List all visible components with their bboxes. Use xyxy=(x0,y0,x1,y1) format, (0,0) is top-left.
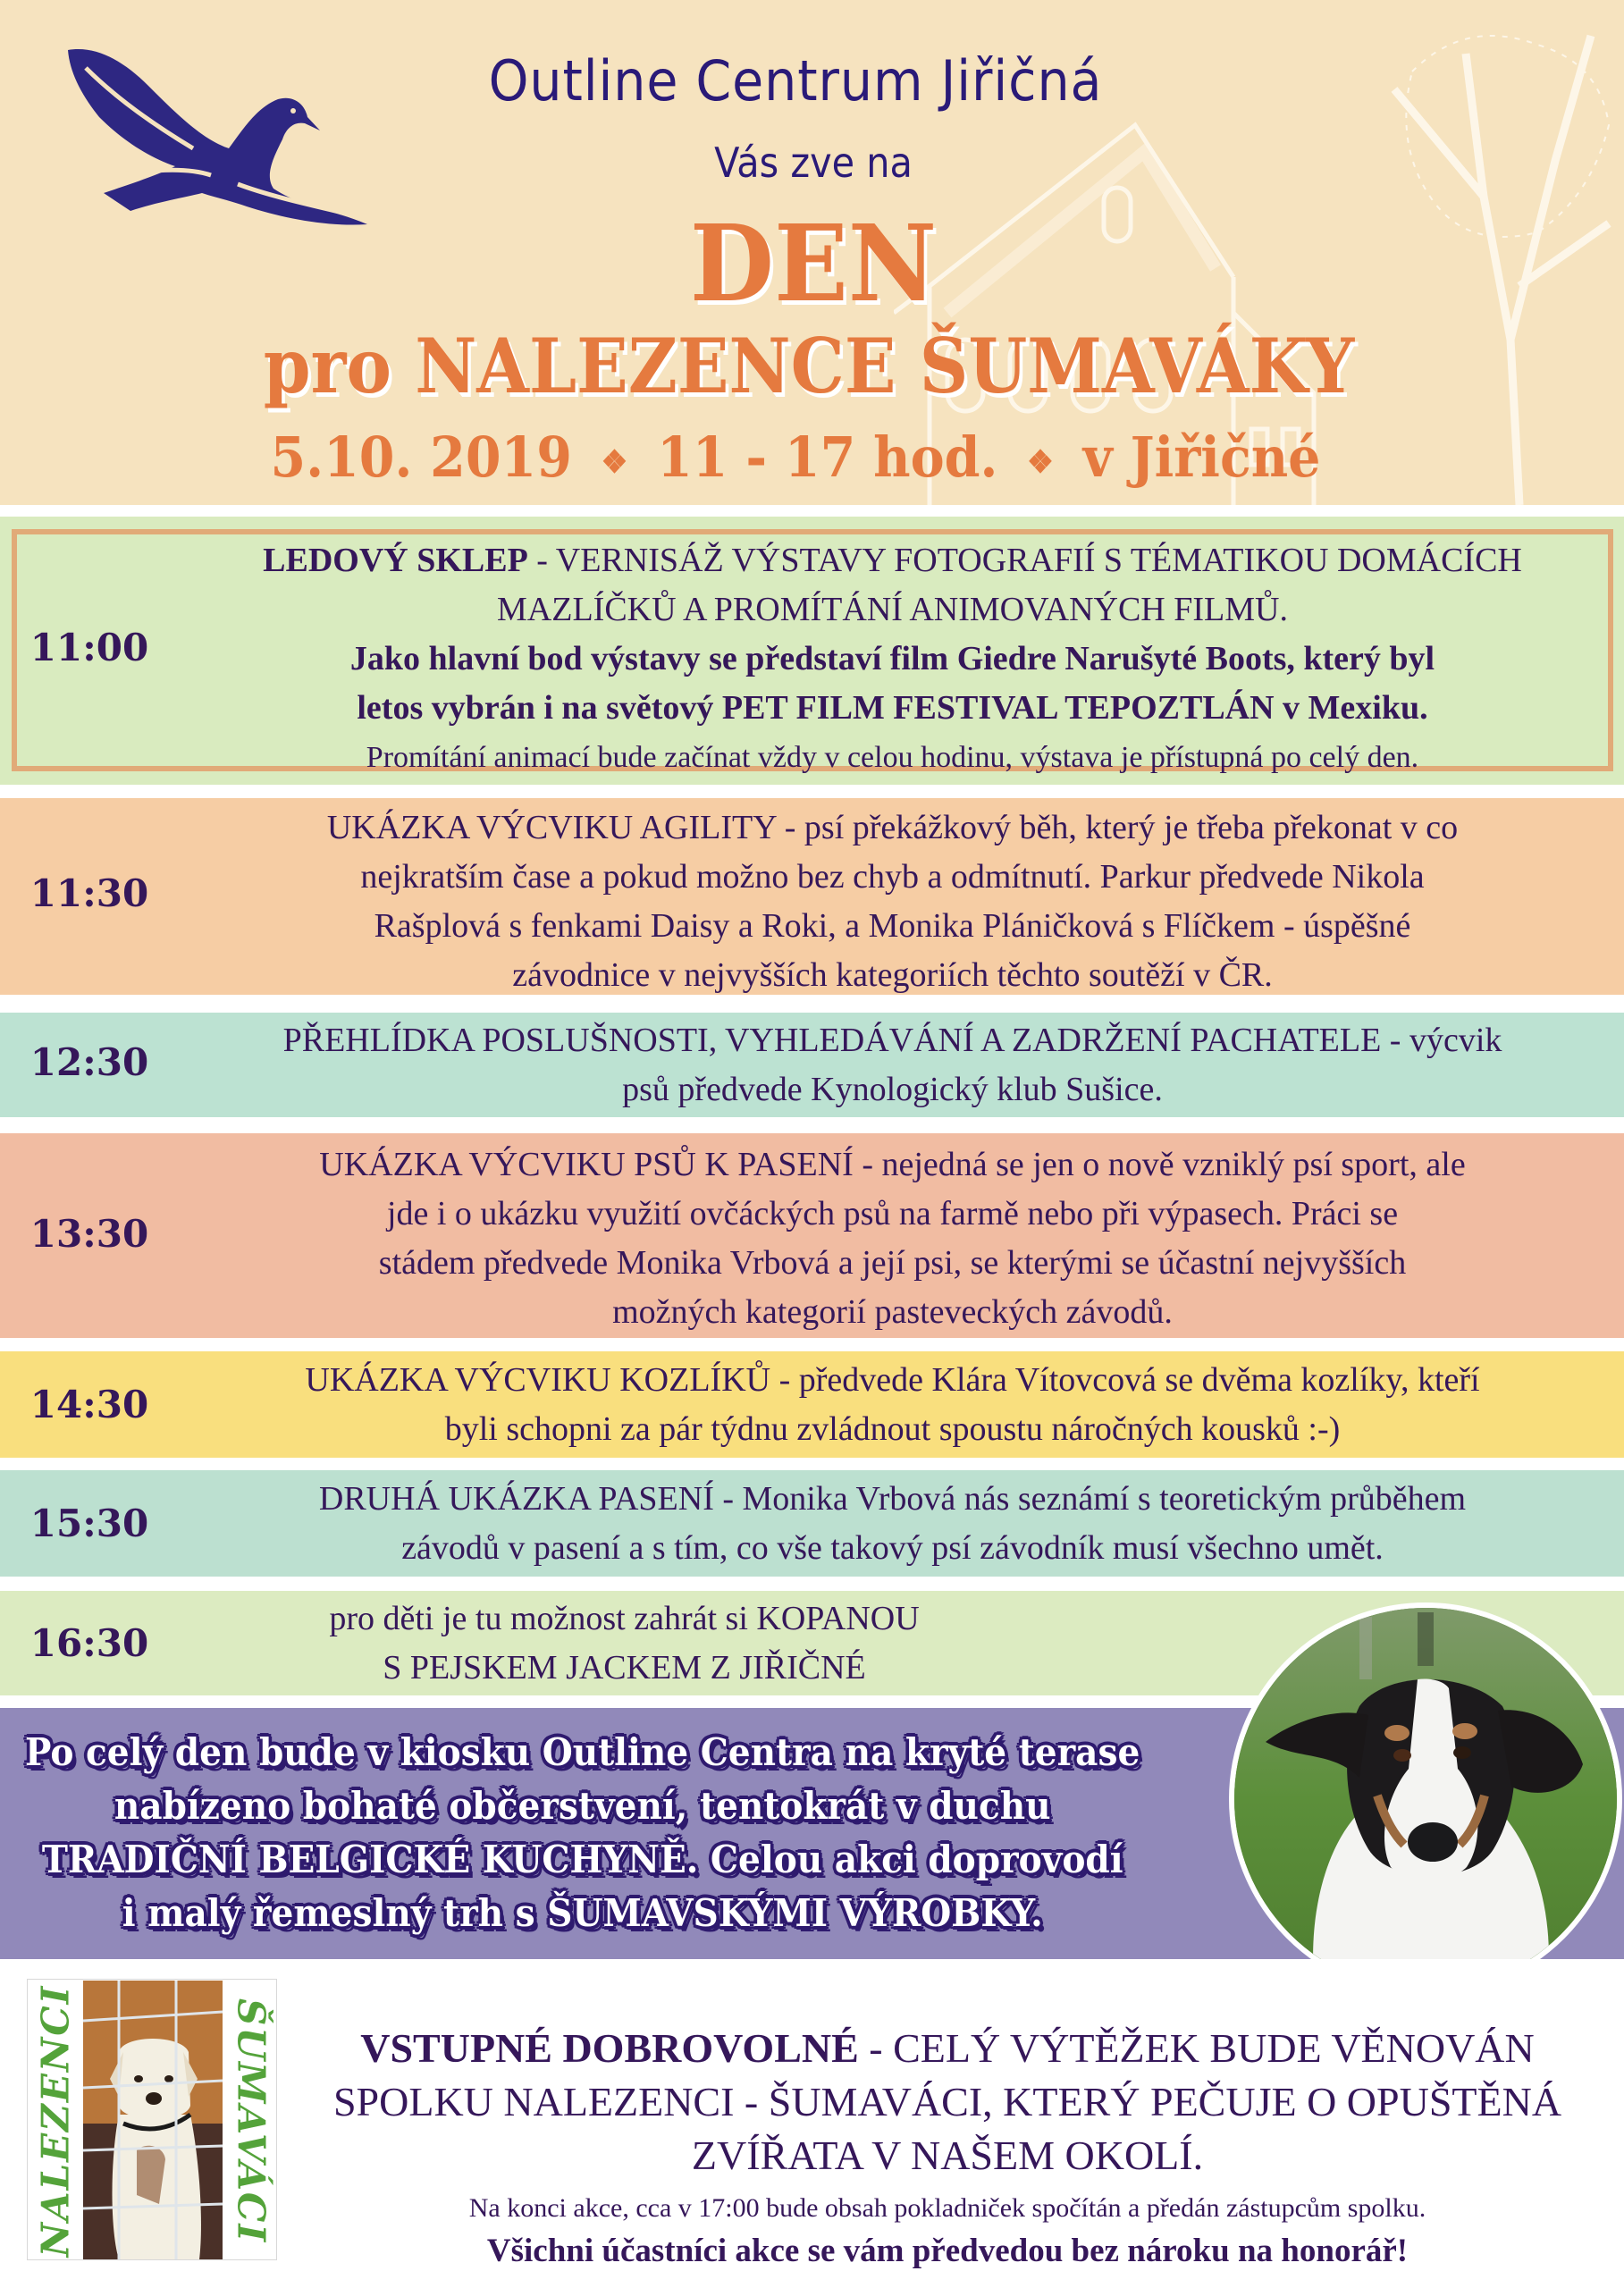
description-line: UKÁZKA VÝCVIKU KOZLÍKŮ - předvede Klára Vítovcová se dvěma kozlíky, kteří xyxy=(305,1361,1480,1399)
event-date: 5.10. 2019 xyxy=(270,425,572,490)
description-line xyxy=(188,536,1597,585)
donation-line: SPOLKU NALEZENCI - ŠUMAVÁCI, KTERÝ PEČUJE O OPUŠTĚNÁ xyxy=(332,2079,1562,2124)
schedule-description xyxy=(188,536,1597,782)
description-line: S PEJSKEM JACKEM Z JIŘIČNÉ xyxy=(383,1649,866,1687)
event-title-main: DEN xyxy=(689,201,938,325)
schedule-description xyxy=(179,1594,1070,1693)
schedule-item-1230 xyxy=(0,1013,1624,1117)
schedule-item-1130 xyxy=(0,798,1624,995)
performers-note: Všichni účastníci akce se vám předvedou bez nároku na honorář! xyxy=(486,2233,1409,2269)
donation-text: - CELÝ VÝTĚŽEK BUDE VĚNOVÁN xyxy=(858,2025,1535,2071)
donation-line: ZVÍŘATA V NAŠEM OKOLÍ. xyxy=(691,2132,1204,2178)
refreshments-line: nabízeno bohaté občerstvení, tentokrát v duchu xyxy=(114,1784,1051,1828)
diamond-separator-icon: ❖ xyxy=(1027,443,1054,481)
donation-info xyxy=(304,2022,1591,2274)
description-line: UKÁZKA VÝCVIKU AGILITY - psí překážkový běh, který je třeba překonat v co xyxy=(326,809,1459,846)
description-line: letos vybrán i na světový PET FILM FESTIVAL TEPOZTLÁN v Mexiku. xyxy=(357,689,1428,727)
description-line: UKÁZKA VÝCVIKU PSŮ K PASENÍ - nejedná se jen o nově vzniklý psí sport, ale xyxy=(319,1146,1466,1183)
invite-text: Vás zve na xyxy=(714,139,913,187)
description-line: psů předvede Kynologický klub Sušice. xyxy=(622,1071,1163,1108)
event-title-sub: pro NALEZENCE ŠUMAVÁKY xyxy=(263,322,1355,410)
description-line: pro děti je tu možnost zahrát si KOPANOU xyxy=(329,1600,920,1637)
description-line: závodů v pasení a s tím, co vše takový psí závodník musí všechno umět. xyxy=(401,1529,1384,1567)
schedule-time: 15:30 xyxy=(29,1502,149,1545)
refreshments-text xyxy=(9,1726,1156,1940)
diamond-separator-icon: ❖ xyxy=(601,443,628,481)
description-text: - VERNISÁŽ VÝSTAVY FOTOGRAFIÍ S TÉMATIKOU DOMÁCÍCH xyxy=(527,542,1522,579)
poster-header xyxy=(0,0,1624,505)
description-line: možných kategorií pasteveckých závodů. xyxy=(612,1293,1173,1331)
flying-bird-logo-icon xyxy=(59,41,372,229)
description-line: byli schopni za pár týdnu zvládnout spoustu náročných kousků :-) xyxy=(444,1410,1341,1448)
description-line: PŘEHLÍDKA POSLUŠNOSTI, VYHLEDÁVÁNÍ A ZADRŽENÍ PACHATELE - výcvik xyxy=(282,1022,1502,1059)
donation-line xyxy=(304,2022,1591,2075)
description-line: jde i o ukázku využití ovčáckých psů na farmě nebo při výpasech. Práci se xyxy=(386,1195,1399,1232)
event-place: v Jiřičné xyxy=(1082,425,1321,490)
caged-dog-photo xyxy=(83,1981,223,2259)
schedule-time: 14:30 xyxy=(29,1383,149,1426)
description-line: MAZLÍČKŮ A PROMÍTÁNÍ ANIMOVANÝCH FILMŮ. xyxy=(497,591,1288,628)
entry-fee-label: VSTUPNÉ DOBROVOLNÉ xyxy=(360,2025,859,2071)
schedule-item-1330 xyxy=(0,1133,1624,1338)
schedule-description xyxy=(179,1356,1606,1454)
schedule-description xyxy=(179,1475,1606,1573)
refreshments-line: Po celý den bude v kiosku Outline Centra na kryté terase xyxy=(25,1730,1140,1774)
dog-face-illustration xyxy=(1234,1608,1617,1990)
refreshments-line: i malý řemeslný trh s ŠUMAVSKÝMI VÝROBKY. xyxy=(122,1891,1043,1935)
logo-text-nalezenci: NALEZENCI xyxy=(33,1984,78,2258)
event-hours: 11 - 17 hod. xyxy=(657,425,998,490)
collection-note: Na konci akce, cca v 17:00 bude obsah pokladniček spočítán a předán zástupcům spolku. xyxy=(468,2193,1426,2223)
schedule-description xyxy=(179,803,1606,1000)
donation-footer xyxy=(0,1959,1624,2288)
description-line: nejkratším čase a pokud možno bez chyb a odmítnutí. Parkur předvede Nikola xyxy=(360,858,1425,896)
venue-name: LEDOVÝ SKLEP xyxy=(263,542,528,579)
description-line: Promítání animací bude začínat vždy v celou hodinu, výstava je přístupná po celý den. xyxy=(366,741,1419,774)
nalezenci-sumavaci-logo xyxy=(27,1979,277,2260)
schedule-time: 11:30 xyxy=(29,871,149,915)
schedule-item-1530 xyxy=(0,1470,1624,1577)
description-line: Jako hlavní bod výstavy se představí film Giedre Narušyté Boots, který byl xyxy=(349,640,1435,677)
schedule-time: 11:00 xyxy=(29,626,149,669)
schedule-time: 16:30 xyxy=(29,1621,149,1665)
event-date-line xyxy=(261,425,1330,490)
dog-portrait-photo xyxy=(1229,1602,1622,1996)
description-line: závodnice v nejvyšších kategoriích těchto soutěží v ČR. xyxy=(512,956,1273,994)
description-line: Rašplová s fenkami Daisy a Roki, a Monika Pláničková s Flíčkem - úspěšné xyxy=(374,907,1411,945)
schedule-description xyxy=(179,1140,1606,1337)
schedule-time: 13:30 xyxy=(29,1212,149,1256)
schedule-item-1430 xyxy=(0,1351,1624,1458)
schedule-description xyxy=(179,1016,1606,1115)
schedule-item-1100 xyxy=(0,517,1624,785)
organization-name: Outline Centrum Jiřičná xyxy=(488,48,1103,114)
description-line: DRUHÁ UKÁZKA PASENÍ - Monika Vrbová nás seznámí s teoretickým průběhem xyxy=(318,1480,1467,1518)
logo-text-sumavaci: ŠUMAVÁCI xyxy=(229,1998,273,2243)
refreshments-line: TRADIČNÍ BELGICKÉ KUCHYNĚ. Celou akci doprovodí xyxy=(41,1838,1123,1881)
description-line: stádem předvede Monika Vrbová a její psi, se kterými se účastní nejvyšších xyxy=(378,1244,1407,1282)
schedule-time: 12:30 xyxy=(29,1040,149,1084)
